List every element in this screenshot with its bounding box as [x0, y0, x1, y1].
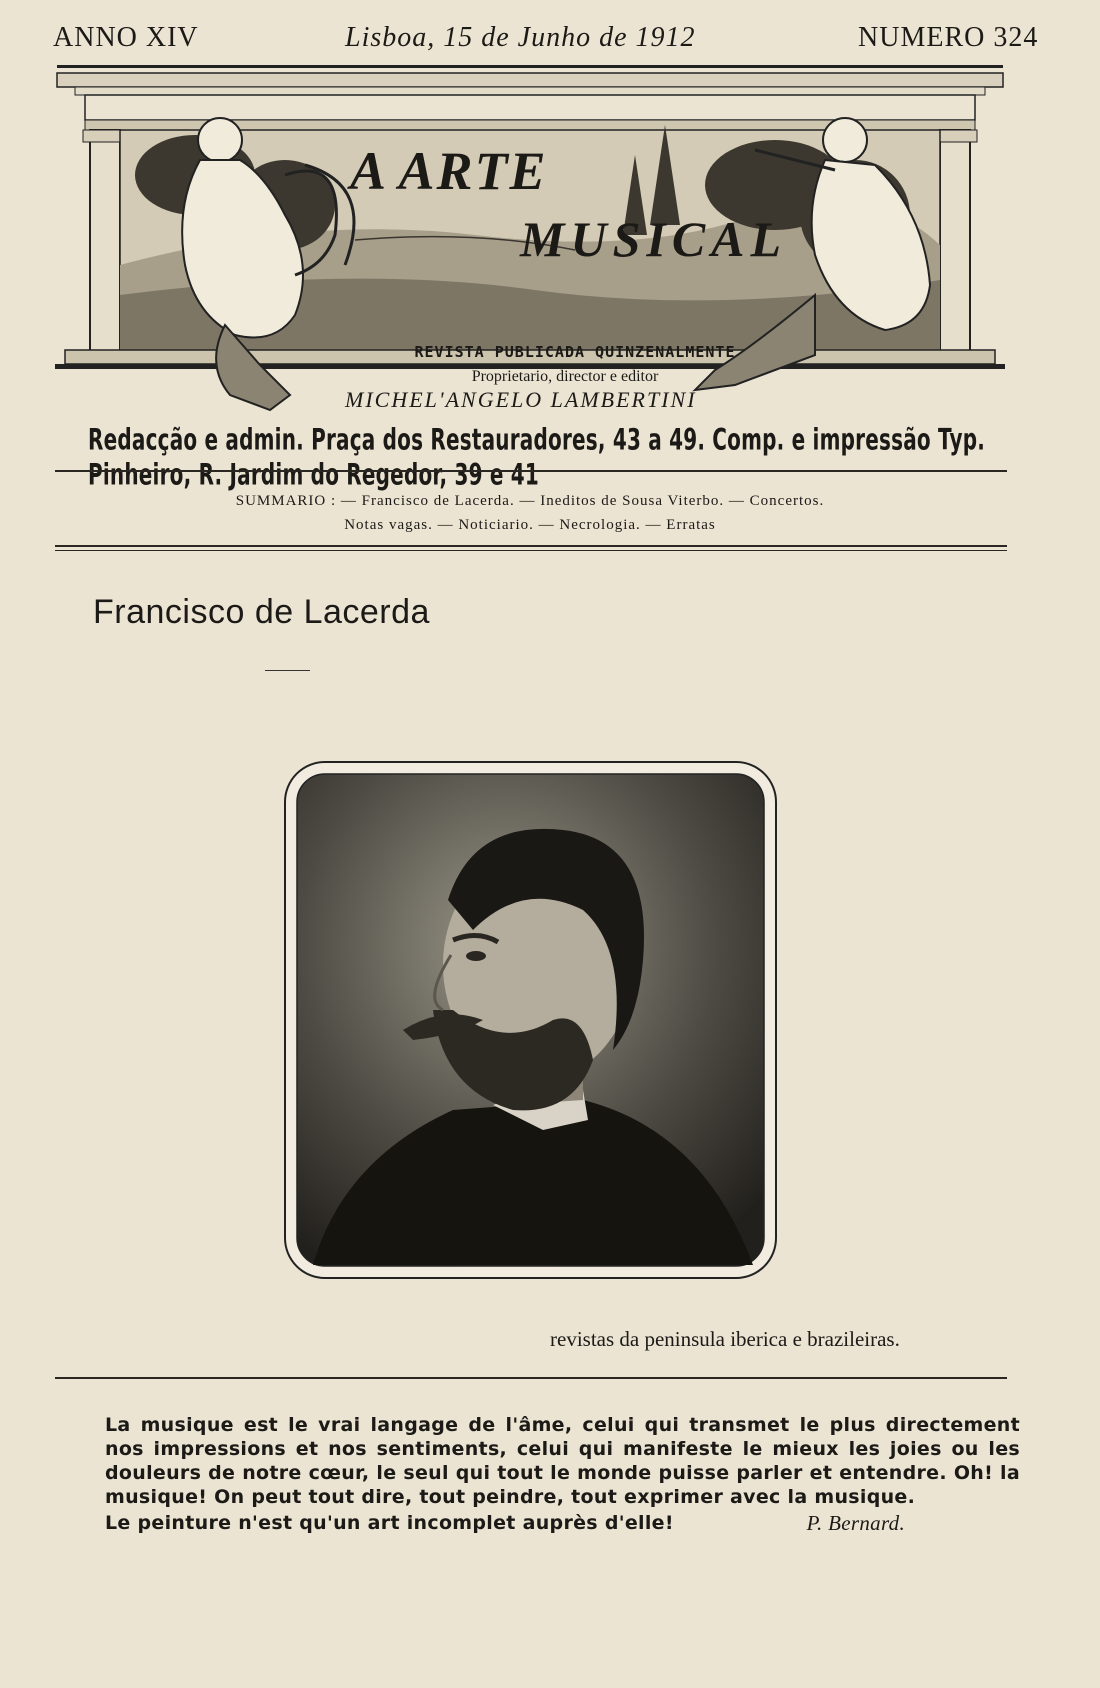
quote-paragraph-1: La musique est le vrai langage de l'âme, celui qui transmet le plus directement nos impressions et nos sentiments, celui qui manifeste le mieux les joies ou les douleurs de notre cœur, le seul qui tout le monde puisse parler et entendre. Oh! la musique! On peut tout dire, tout peindre, tout exprimer avec la musique. [105, 1414, 1020, 1508]
masthead-subtitle: REVISTA PUBLICADA QUINZENALMENTE [414, 343, 736, 361]
address-line: Redacção e admin. Praça dos Restauradores, 43 a 49. Comp. e impressão Typ. Pinheiro, R. Jardim do Regedor, 39 e 41 [88, 422, 986, 492]
issue-year: ANNO XIV [53, 22, 199, 53]
divider-quote [55, 1377, 1007, 1379]
quote-signature: P. Bernard. [806, 1511, 905, 1535]
summary-line-2: Notas vagas. — Noticiario. — Necrologia. — Erratas [344, 517, 716, 533]
masthead-editor-name: MICHEL'ANGELO LAMBERTINI [345, 387, 697, 412]
title-dash [265, 670, 310, 671]
dateline: Lisboa, 15 de Junho de 1912 [345, 22, 696, 53]
right-last-line: revistas da peninsula iberica e brazileiras. [550, 1327, 900, 1351]
masthead-title-line1: A ARTE [350, 141, 548, 201]
issue-number: NUMERO 324 [858, 22, 1039, 53]
divider-summary-2 [55, 550, 1007, 551]
summary-line-1: SUMMARIO : — Francisco de Lacerda. — Ineditos de Sousa Viterbo. — Concertos. [235, 493, 825, 509]
masthead-title-line2: MUSICAL [520, 211, 788, 267]
quote-block [105, 1413, 1020, 1535]
quote-paragraph-2-line [105, 1511, 1020, 1535]
article-title: Francisco de Lacerda [93, 593, 430, 631]
divider-summary-1 [55, 545, 1007, 547]
masthead-owner-line: Proprietario, director e editor [471, 368, 659, 385]
portrait-photo [283, 760, 778, 1280]
quote-paragraph-2: Le peinture n'est qu'un art incomplet auprès d'elle! [105, 1512, 674, 1534]
divider-top [55, 470, 1007, 472]
